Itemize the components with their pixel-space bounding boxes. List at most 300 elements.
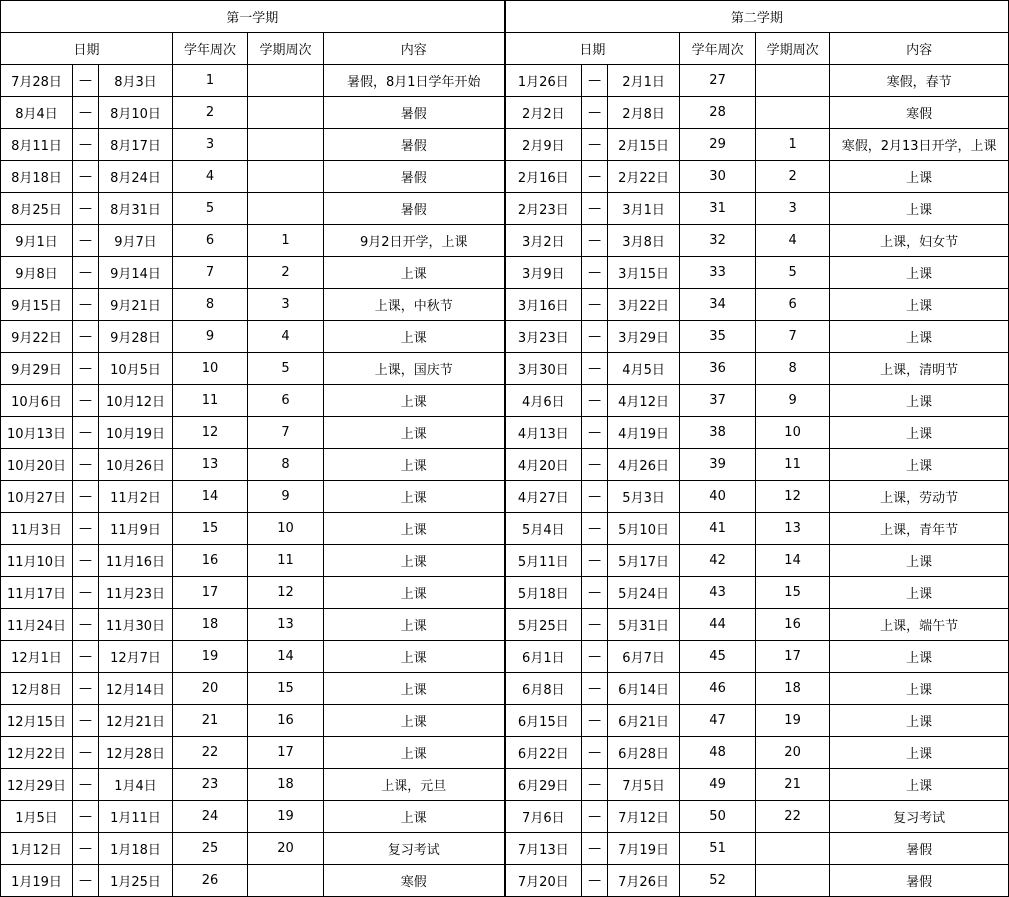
semester1-date-separator-cell: — [73, 353, 99, 385]
semester1-year-week-cell: 13 [173, 449, 248, 481]
semester2-term-week-cell: 10 [756, 417, 830, 449]
semester2-date-separator-cell: — [582, 225, 608, 257]
semester2-term-week-cell: 21 [756, 769, 830, 801]
semester1-year-week-cell: 16 [173, 545, 248, 577]
table-row [1, 801, 1009, 833]
semester2-start-date-cell: 3月16日 [505, 289, 582, 321]
semester2-end-date-cell: 6月7日 [608, 641, 680, 673]
semester1-content-cell: 复习考试 [324, 833, 505, 865]
semester1-content-cell: 上课 [324, 577, 505, 609]
semester1-date-separator-cell: — [73, 417, 99, 449]
semester2-date-separator-cell: — [582, 97, 608, 129]
semester1-content-cell: 暑假，8月1日学年开始 [324, 65, 505, 97]
semester2-date-separator-cell: — [582, 801, 608, 833]
semester2-date-separator-cell: — [582, 769, 608, 801]
semester1-year-week-cell: 23 [173, 769, 248, 801]
semester1-start-date-cell: 11月24日 [1, 609, 73, 641]
semester1-year-week-cell: 20 [173, 673, 248, 705]
semester1-end-date-cell: 9月28日 [99, 321, 173, 353]
semester2-date-separator-cell: — [582, 577, 608, 609]
semester2-date-separator-cell: — [582, 833, 608, 865]
semester1-start-date-cell: 8月4日 [1, 97, 73, 129]
semester2-end-date-cell: 3月1日 [608, 193, 680, 225]
semester1-content-cell: 上课，国庆节 [324, 353, 505, 385]
semester2-end-date-cell: 5月10日 [608, 513, 680, 545]
semester2-year-week-cell: 51 [680, 833, 756, 865]
semester2-end-date-cell: 2月22日 [608, 161, 680, 193]
table-row [1, 289, 1009, 321]
semester2-start-date-cell: 4月6日 [505, 385, 582, 417]
semester1-content-cell: 暑假 [324, 193, 505, 225]
semester2-year-week-cell: 30 [680, 161, 756, 193]
table-row [1, 97, 1009, 129]
semester1-term-week-cell: 2 [248, 257, 324, 289]
table-row [1, 449, 1009, 481]
semester1-start-date-cell: 1月12日 [1, 833, 73, 865]
semester1-date-separator-cell: — [73, 673, 99, 705]
semester1-content-cell: 上课 [324, 321, 505, 353]
semester2-end-date-cell: 2月8日 [608, 97, 680, 129]
semester2-end-date-cell: 3月22日 [608, 289, 680, 321]
semester2-term-week-cell [756, 97, 830, 129]
semester2-date-separator-cell: — [582, 609, 608, 641]
semester2-term-week-cell: 18 [756, 673, 830, 705]
semester1-date-separator-cell: — [73, 801, 99, 833]
semester2-content-cell: 暑假 [830, 833, 1009, 865]
semester1-date-separator-cell: — [73, 545, 99, 577]
semester1-end-date-cell: 10月12日 [99, 385, 173, 417]
semester1-start-date-cell: 8月11日 [1, 129, 73, 161]
semester1-date-header: 日期 [1, 33, 173, 65]
semester1-content-cell: 上课 [324, 257, 505, 289]
table-row [1, 865, 1009, 897]
semester1-year-week-cell: 9 [173, 321, 248, 353]
semester1-term-week-cell [248, 129, 324, 161]
semester2-date-separator-cell: — [582, 705, 608, 737]
table-row [1, 609, 1009, 641]
semester1-term-week-header: 学期周次 [248, 33, 324, 65]
semester1-start-date-cell: 1月5日 [1, 801, 73, 833]
semester1-start-date-cell: 9月29日 [1, 353, 73, 385]
table-row [1, 481, 1009, 513]
semester1-end-date-cell: 12月28日 [99, 737, 173, 769]
semester1-start-date-cell: 9月1日 [1, 225, 73, 257]
semester1-year-week-header: 学年周次 [173, 33, 248, 65]
semester2-year-week-cell: 48 [680, 737, 756, 769]
semester1-date-separator-cell: — [73, 865, 99, 897]
table-row [1, 833, 1009, 865]
semester2-date-separator-cell: — [582, 193, 608, 225]
semester2-start-date-cell: 6月22日 [505, 737, 582, 769]
semester1-date-separator-cell: — [73, 257, 99, 289]
semester2-start-date-cell: 6月1日 [505, 641, 582, 673]
semester1-start-date-cell: 1月19日 [1, 865, 73, 897]
semester1-content-cell: 上课 [324, 705, 505, 737]
semester1-start-date-cell: 9月8日 [1, 257, 73, 289]
semester1-end-date-cell: 1月25日 [99, 865, 173, 897]
table-row [1, 577, 1009, 609]
semester1-date-separator-cell: — [73, 321, 99, 353]
semester2-end-date-cell: 3月8日 [608, 225, 680, 257]
semester2-end-date-cell: 6月14日 [608, 673, 680, 705]
semester2-term-week-cell: 1 [756, 129, 830, 161]
semester2-year-week-cell: 28 [680, 97, 756, 129]
semester1-term-week-cell [248, 193, 324, 225]
semester1-year-week-cell: 4 [173, 161, 248, 193]
semester1-year-week-cell: 26 [173, 865, 248, 897]
semester1-start-date-cell: 12月8日 [1, 673, 73, 705]
semester2-date-separator-cell: — [582, 737, 608, 769]
semester2-content-cell: 上课，端午节 [830, 609, 1009, 641]
semester1-year-week-cell: 15 [173, 513, 248, 545]
semester1-end-date-cell: 8月24日 [99, 161, 173, 193]
semester1-start-date-cell: 9月22日 [1, 321, 73, 353]
semester1-content-cell: 寒假 [324, 865, 505, 897]
semester1-end-date-cell: 11月23日 [99, 577, 173, 609]
semester2-year-week-cell: 32 [680, 225, 756, 257]
semester2-title: 第二学期 [505, 1, 1009, 33]
semester1-term-week-cell: 14 [248, 641, 324, 673]
semester2-term-week-cell: 19 [756, 705, 830, 737]
semester2-year-week-header: 学年周次 [680, 33, 756, 65]
semester1-start-date-cell: 11月17日 [1, 577, 73, 609]
semester1-date-separator-cell: — [73, 513, 99, 545]
semester2-end-date-cell: 7月12日 [608, 801, 680, 833]
semester1-term-week-cell: 16 [248, 705, 324, 737]
semester1-start-date-cell: 7月28日 [1, 65, 73, 97]
table-row [1, 417, 1009, 449]
semester1-term-week-cell: 10 [248, 513, 324, 545]
semester1-year-week-cell: 25 [173, 833, 248, 865]
semester2-start-date-cell: 5月4日 [505, 513, 582, 545]
semester1-content-cell: 上课 [324, 417, 505, 449]
semester1-end-date-cell: 8月31日 [99, 193, 173, 225]
semester2-date-separator-cell: — [582, 161, 608, 193]
semester2-term-week-cell: 2 [756, 161, 830, 193]
semester1-year-week-cell: 5 [173, 193, 248, 225]
semester1-term-week-cell: 18 [248, 769, 324, 801]
semester2-term-week-cell: 15 [756, 577, 830, 609]
semester1-content-cell: 上课 [324, 513, 505, 545]
semester1-content-cell: 9月2日开学，上课 [324, 225, 505, 257]
semester1-term-week-cell: 9 [248, 481, 324, 513]
semester2-year-week-cell: 36 [680, 353, 756, 385]
semester1-term-week-cell [248, 97, 324, 129]
semester2-end-date-cell: 3月29日 [608, 321, 680, 353]
semester2-content-cell: 上课 [830, 417, 1009, 449]
semester1-end-date-cell: 1月4日 [99, 769, 173, 801]
semester1-start-date-cell: 10月6日 [1, 385, 73, 417]
semester2-start-date-cell: 6月8日 [505, 673, 582, 705]
table-row [1, 129, 1009, 161]
semester1-date-separator-cell: — [73, 481, 99, 513]
semester1-term-week-cell: 12 [248, 577, 324, 609]
table-row [1, 161, 1009, 193]
semester2-end-date-cell: 4月19日 [608, 417, 680, 449]
semester2-end-date-cell: 5月3日 [608, 481, 680, 513]
semester1-content-cell: 上课 [324, 641, 505, 673]
semester1-term-week-cell: 5 [248, 353, 324, 385]
semester1-end-date-cell: 12月14日 [99, 673, 173, 705]
semester2-start-date-cell: 4月20日 [505, 449, 582, 481]
semester2-term-week-cell: 14 [756, 545, 830, 577]
semester1-end-date-cell: 9月14日 [99, 257, 173, 289]
semester2-date-separator-cell: — [582, 417, 608, 449]
semester2-content-cell: 上课 [830, 449, 1009, 481]
semester1-end-date-cell: 10月5日 [99, 353, 173, 385]
table-row [1, 769, 1009, 801]
calendar-body [1, 65, 1009, 897]
semester2-end-date-cell: 6月28日 [608, 737, 680, 769]
semester2-term-week-cell: 5 [756, 257, 830, 289]
semester1-content-cell: 上课 [324, 385, 505, 417]
semester1-content-header: 内容 [324, 33, 505, 65]
semester2-start-date-cell: 1月26日 [505, 65, 582, 97]
semester1-end-date-cell: 1月18日 [99, 833, 173, 865]
semester2-year-week-cell: 40 [680, 481, 756, 513]
semester2-year-week-cell: 47 [680, 705, 756, 737]
semester1-content-cell: 上课 [324, 481, 505, 513]
semester1-year-week-cell: 14 [173, 481, 248, 513]
semester2-end-date-cell: 5月17日 [608, 545, 680, 577]
semester1-term-week-cell: 13 [248, 609, 324, 641]
semester1-date-separator-cell: — [73, 385, 99, 417]
semester2-term-week-cell [756, 865, 830, 897]
semester1-term-week-cell: 11 [248, 545, 324, 577]
table-row [1, 353, 1009, 385]
table-row [1, 225, 1009, 257]
semester1-end-date-cell: 8月3日 [99, 65, 173, 97]
semester2-content-cell: 寒假 [830, 97, 1009, 129]
semester2-content-cell: 寒假，2月13日开学，上课 [830, 129, 1009, 161]
semester2-content-cell: 上课 [830, 577, 1009, 609]
semester1-year-week-cell: 18 [173, 609, 248, 641]
semester2-end-date-cell: 7月19日 [608, 833, 680, 865]
semester1-start-date-cell: 12月29日 [1, 769, 73, 801]
semester2-term-week-cell [756, 833, 830, 865]
semester1-start-date-cell: 12月22日 [1, 737, 73, 769]
semester1-date-separator-cell: — [73, 609, 99, 641]
semester1-start-date-cell: 8月25日 [1, 193, 73, 225]
semester1-year-week-cell: 1 [173, 65, 248, 97]
semester1-start-date-cell: 12月15日 [1, 705, 73, 737]
semester2-start-date-cell: 6月15日 [505, 705, 582, 737]
semester1-content-cell: 上课，元旦 [324, 769, 505, 801]
semester2-year-week-cell: 44 [680, 609, 756, 641]
table-row [1, 65, 1009, 97]
semester1-date-separator-cell: — [73, 705, 99, 737]
semester1-term-week-cell: 4 [248, 321, 324, 353]
semester2-content-cell: 上课 [830, 769, 1009, 801]
semester2-term-week-cell: 3 [756, 193, 830, 225]
semester2-end-date-cell: 2月15日 [608, 129, 680, 161]
semester2-date-separator-cell: — [582, 353, 608, 385]
semester2-end-date-cell: 5月31日 [608, 609, 680, 641]
semester1-year-week-cell: 2 [173, 97, 248, 129]
semester2-start-date-cell: 2月2日 [505, 97, 582, 129]
semester2-start-date-cell: 7月20日 [505, 865, 582, 897]
semester1-term-week-cell: 8 [248, 449, 324, 481]
semester1-year-week-cell: 21 [173, 705, 248, 737]
semester1-date-separator-cell: — [73, 193, 99, 225]
semester1-end-date-cell: 12月7日 [99, 641, 173, 673]
semester2-content-cell: 上课 [830, 385, 1009, 417]
semester2-end-date-cell: 2月1日 [608, 65, 680, 97]
semester2-start-date-cell: 2月9日 [505, 129, 582, 161]
semester2-term-week-cell: 17 [756, 641, 830, 673]
semester1-content-cell: 暑假 [324, 161, 505, 193]
semester2-end-date-cell: 7月26日 [608, 865, 680, 897]
semester1-content-cell: 上课，中秋节 [324, 289, 505, 321]
semester1-term-week-cell [248, 161, 324, 193]
semester2-year-week-cell: 27 [680, 65, 756, 97]
semester2-year-week-cell: 52 [680, 865, 756, 897]
semester1-start-date-cell: 10月13日 [1, 417, 73, 449]
semester1-content-cell: 暑假 [324, 129, 505, 161]
semester1-date-separator-cell: — [73, 577, 99, 609]
semester2-term-week-cell: 6 [756, 289, 830, 321]
semester1-term-week-cell: 17 [248, 737, 324, 769]
semester1-title: 第一学期 [1, 1, 505, 33]
semester1-start-date-cell: 8月18日 [1, 161, 73, 193]
semester2-term-week-header: 学期周次 [756, 33, 830, 65]
semester2-date-header: 日期 [505, 33, 680, 65]
semester1-date-separator-cell: — [73, 129, 99, 161]
semester2-content-cell: 上课 [830, 321, 1009, 353]
semester2-content-cell: 上课 [830, 737, 1009, 769]
semester1-year-week-cell: 24 [173, 801, 248, 833]
semester2-content-cell: 上课，青年节 [830, 513, 1009, 545]
semester2-term-week-cell: 22 [756, 801, 830, 833]
semester2-start-date-cell: 7月6日 [505, 801, 582, 833]
semester2-end-date-cell: 4月5日 [608, 353, 680, 385]
semester2-date-separator-cell: — [582, 449, 608, 481]
semester1-year-week-cell: 6 [173, 225, 248, 257]
table-row [1, 545, 1009, 577]
semester1-content-cell: 上课 [324, 449, 505, 481]
semester2-start-date-cell: 3月30日 [505, 353, 582, 385]
semester2-end-date-cell: 4月12日 [608, 385, 680, 417]
semester2-end-date-cell: 5月24日 [608, 577, 680, 609]
semester2-year-week-cell: 34 [680, 289, 756, 321]
semester1-start-date-cell: 11月10日 [1, 545, 73, 577]
semester1-term-week-cell: 6 [248, 385, 324, 417]
semester1-end-date-cell: 11月9日 [99, 513, 173, 545]
semester2-date-separator-cell: — [582, 321, 608, 353]
semester2-content-cell: 暑假 [830, 865, 1009, 897]
semester1-term-week-cell: 7 [248, 417, 324, 449]
semester1-end-date-cell: 1月11日 [99, 801, 173, 833]
semester2-content-cell: 上课，劳动节 [830, 481, 1009, 513]
semester1-date-separator-cell: — [73, 641, 99, 673]
semester2-start-date-cell: 4月27日 [505, 481, 582, 513]
semester2-date-separator-cell: — [582, 289, 608, 321]
semester1-year-week-cell: 8 [173, 289, 248, 321]
semester1-year-week-cell: 12 [173, 417, 248, 449]
semester2-year-week-cell: 49 [680, 769, 756, 801]
semester1-start-date-cell: 11月3日 [1, 513, 73, 545]
semester1-term-week-cell: 20 [248, 833, 324, 865]
semester2-date-separator-cell: — [582, 513, 608, 545]
semester1-end-date-cell: 10月26日 [99, 449, 173, 481]
semester2-year-week-cell: 31 [680, 193, 756, 225]
semester2-date-separator-cell: — [582, 257, 608, 289]
semester2-content-cell: 上课 [830, 545, 1009, 577]
semester1-start-date-cell: 10月20日 [1, 449, 73, 481]
semester2-date-separator-cell: — [582, 641, 608, 673]
semester1-year-week-cell: 17 [173, 577, 248, 609]
semester1-term-week-cell: 15 [248, 673, 324, 705]
semester2-date-separator-cell: — [582, 865, 608, 897]
semester2-content-cell: 上课 [830, 161, 1009, 193]
semester1-content-cell: 暑假 [324, 97, 505, 129]
semester1-end-date-cell: 12月21日 [99, 705, 173, 737]
semester2-start-date-cell: 6月29日 [505, 769, 582, 801]
table-row [1, 641, 1009, 673]
semester2-term-week-cell: 16 [756, 609, 830, 641]
semester1-date-separator-cell: — [73, 833, 99, 865]
semester2-content-cell: 上课 [830, 705, 1009, 737]
semester1-content-cell: 上课 [324, 801, 505, 833]
semester2-term-week-cell [756, 65, 830, 97]
semester2-content-cell: 上课，妇女节 [830, 225, 1009, 257]
semester2-end-date-cell: 4月26日 [608, 449, 680, 481]
semester2-content-header: 内容 [830, 33, 1009, 65]
semester1-date-separator-cell: — [73, 737, 99, 769]
semester1-end-date-cell: 8月10日 [99, 97, 173, 129]
semester1-date-separator-cell: — [73, 449, 99, 481]
semester2-year-week-cell: 29 [680, 129, 756, 161]
column-header-row [1, 33, 1009, 65]
semester1-end-date-cell: 9月7日 [99, 225, 173, 257]
semester2-term-week-cell: 20 [756, 737, 830, 769]
semester1-date-separator-cell: — [73, 65, 99, 97]
semester2-date-separator-cell: — [582, 481, 608, 513]
semester2-year-week-cell: 41 [680, 513, 756, 545]
semester2-year-week-cell: 37 [680, 385, 756, 417]
semester2-year-week-cell: 39 [680, 449, 756, 481]
table-row [1, 193, 1009, 225]
table-row [1, 385, 1009, 417]
semester1-end-date-cell: 10月19日 [99, 417, 173, 449]
semester2-content-cell: 复习考试 [830, 801, 1009, 833]
semester2-end-date-cell: 7月5日 [608, 769, 680, 801]
semester2-content-cell: 上课 [830, 193, 1009, 225]
semester1-start-date-cell: 9月15日 [1, 289, 73, 321]
semester2-date-separator-cell: — [582, 129, 608, 161]
semester2-start-date-cell: 3月9日 [505, 257, 582, 289]
semester2-start-date-cell: 4月13日 [505, 417, 582, 449]
semester2-year-week-cell: 38 [680, 417, 756, 449]
semester1-date-separator-cell: — [73, 97, 99, 129]
semester1-end-date-cell: 11月2日 [99, 481, 173, 513]
semester2-term-week-cell: 11 [756, 449, 830, 481]
semester1-start-date-cell: 10月27日 [1, 481, 73, 513]
semester2-year-week-cell: 50 [680, 801, 756, 833]
semester2-date-separator-cell: — [582, 673, 608, 705]
semester1-year-week-cell: 7 [173, 257, 248, 289]
semester2-start-date-cell: 7月13日 [505, 833, 582, 865]
semester1-year-week-cell: 22 [173, 737, 248, 769]
semester2-date-separator-cell: — [582, 545, 608, 577]
semester1-term-week-cell: 1 [248, 225, 324, 257]
table-row [1, 737, 1009, 769]
semester2-year-week-cell: 33 [680, 257, 756, 289]
semester2-term-week-cell: 13 [756, 513, 830, 545]
semester2-term-week-cell: 9 [756, 385, 830, 417]
semester2-start-date-cell: 2月16日 [505, 161, 582, 193]
semester2-start-date-cell: 2月23日 [505, 193, 582, 225]
